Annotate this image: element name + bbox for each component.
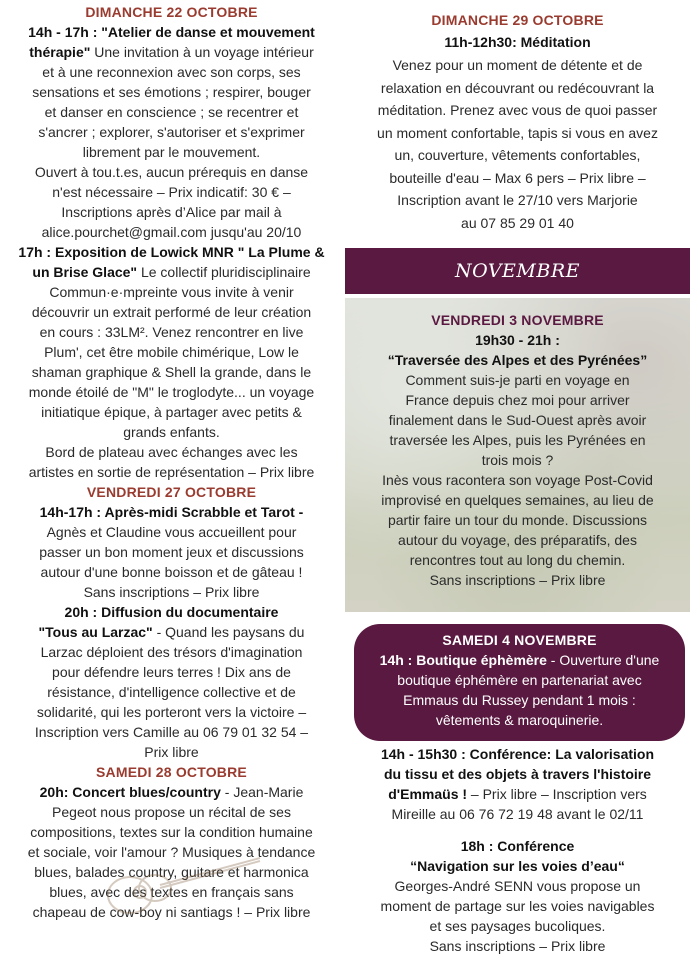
text-line: Inscriptions après d’Alice par mail à xyxy=(61,204,282,220)
text-line: résistance, d'intelligence collective et de xyxy=(47,684,296,700)
text-line: Commun·e·mpreinte vous invite à venir xyxy=(49,284,294,300)
text-line: "Tous au Larzac" - Quand les paysans du xyxy=(38,624,305,640)
text-line: sensations et ses émotions ; respirer, bouger xyxy=(32,84,311,100)
highlight-box xyxy=(354,624,685,741)
text-line: shaman graphique & Shell la grande, dans le xyxy=(31,364,312,380)
text-line: grands enfants. xyxy=(123,424,220,440)
text-line: Georges-André SENN vous propose un xyxy=(394,878,641,894)
text-line: partir faire un tour du monde. Discussions xyxy=(387,512,648,528)
mountain-photo xyxy=(345,298,690,612)
day-heading: VENDREDI 27 OCTOBRE xyxy=(86,484,257,500)
text-line: 20h: Concert blues/country - Jean-Marie xyxy=(39,784,304,800)
text-line: rencontres tout au long du chemin. xyxy=(409,552,626,568)
text-line: autour d'une bonne boisson et de gâteau ! xyxy=(40,564,303,580)
month-banner: NOVEMBRE xyxy=(345,248,690,294)
email-text: alice.pourchet@gmail.com jusqu'au 20/10 xyxy=(41,224,302,240)
day-heading: DIMANCHE 29 OCTOBRE xyxy=(431,12,604,28)
text-line: pour défendre leurs terres ! Dix ans de xyxy=(52,664,291,680)
event-title: 14h-17h : Après-midi Scrabble et Tarot - xyxy=(39,504,304,520)
text-line: et ses paysages bucoliques. xyxy=(429,918,606,934)
event-title: “Navigation sur les voies d’eau“ xyxy=(410,858,625,874)
event-title: du tissu et des objets à travers l'histoire xyxy=(383,766,652,782)
text-line: passer un bon moment jeux et discussions xyxy=(39,544,304,560)
text-line: monde étoilé de "M" le troglodyte... un voyage xyxy=(28,384,315,400)
text-line: compositions, textes sur la condition humaine xyxy=(30,824,313,840)
text-line: découvrir un extrait performé de leur création xyxy=(31,304,312,320)
text-line: autour du voyage, des préparatifs, des xyxy=(398,532,637,548)
text-line: méditation. Prenez avec vous de quoi passer xyxy=(377,102,658,118)
text-line: en cours : 33LM². Venez rencontrer en live xyxy=(39,324,304,340)
event-title: “Traversée des Alpes et des Pyrénées” xyxy=(387,352,648,368)
text-line: Emmaus du Russey pendant 1 mois : xyxy=(403,692,636,708)
left-column xyxy=(0,0,343,922)
text-line: et danser en conscience ; se recentrer et xyxy=(44,104,299,120)
event-title: 17h : Exposition de Lowick MNR " La Plume & xyxy=(18,244,325,260)
text-line: Inès vous racontera son voyage Post-Covid xyxy=(382,472,653,488)
text-line: Ouvert à tou.t.es, aucun prérequis en danse xyxy=(34,164,309,180)
guitar-illustration xyxy=(100,850,270,920)
text-line: bouteille d'eau – Max 6 pers – Prix libre – xyxy=(389,169,646,186)
conference-block xyxy=(345,744,690,956)
day-heading: DIMANCHE 22 OCTOBRE xyxy=(85,4,258,20)
text-line: solidarité, qui les porteront vers la victoire – xyxy=(36,704,307,720)
text-line: Venez pour un moment de détente et de xyxy=(392,57,643,73)
event-title: 18h : Conférence xyxy=(460,838,575,854)
text-line: artistes en sortie de représentation – Prix libre xyxy=(28,464,315,480)
event-title: 11h-12h30: Méditation xyxy=(444,34,591,50)
text-line: thérapie" Une invitation à un voyage intérieur xyxy=(29,44,314,60)
event-title: 14h - 15h30 : Conférence: La valorisation xyxy=(380,746,655,762)
event-title: 20h : Diffusion du documentaire xyxy=(64,604,279,620)
text-line: d'Emmaüs ! – Prix libre – Inscription vers xyxy=(388,786,647,802)
text-line: Pegeot nous propose un récital de ses xyxy=(52,804,291,820)
day-heading: VENDREDI 3 NOVEMBRE xyxy=(431,312,604,328)
text-line: au 07 85 29 01 40 xyxy=(461,214,574,231)
day-heading: SAMEDI 4 NOVEMBRE xyxy=(442,632,597,648)
text-line: blues, avec des textes en français sans xyxy=(49,884,294,900)
text-line: moment de partage sur les voies navigables xyxy=(380,898,655,914)
text-line: trois mois ? xyxy=(481,452,554,468)
text-line: Prix libre xyxy=(144,744,199,760)
text-line: un Brise Glace" Le collectif pluridisciplinaire xyxy=(32,264,311,280)
text-line: finalement dans le Sud-Ouest après avoir xyxy=(388,412,647,428)
text-line: librement par le mouvement. xyxy=(82,144,261,160)
text-line: Mireille au 06 76 72 19 48 avant le 02/11 xyxy=(391,806,644,822)
text-line: s'ancrer ; explorer, s'autoriser et s'exprimer xyxy=(38,124,305,140)
text-line: un, couverture, vêtements confortables, xyxy=(394,147,641,163)
text-line: boutique éphémère en partenariat avec xyxy=(397,672,642,688)
text-line: un moment confortable, tapis si vous en avez xyxy=(377,124,658,141)
text-line: chapeau de cow-boy ni santiags ! – Prix libre xyxy=(32,904,311,920)
text-line: et à une reconnexion avec son corps, ses xyxy=(42,64,301,80)
text-line: France depuis chez moi pour arriver xyxy=(405,392,630,408)
text-line: blues, balades country, guitare et harmonica xyxy=(34,864,309,880)
text-line: initiatique épique, à partager avec petits & xyxy=(41,404,302,420)
text-line: et sociale, voir l'amour ? Musiques à tendance xyxy=(27,844,316,860)
text-line: 14h : Boutique éphèmère - Ouverture d'une xyxy=(379,652,660,668)
text-line: Sans inscriptions – Prix libre xyxy=(83,584,260,600)
text-line: Inscription vers Camille au 06 79 01 32 54 – xyxy=(34,724,309,740)
text-line: Sans inscriptions – Prix libre xyxy=(429,938,606,954)
text-line: improvisé en quelques semaines, au lieu de xyxy=(381,492,654,508)
event-title: 14h - 17h : "Atelier de danse et mouvement xyxy=(28,24,315,40)
text-line: Plum', cet être mobile chimérique, Low le xyxy=(44,344,299,360)
text-line: Agnès et Claudine vous accueillent pour xyxy=(46,524,297,540)
event-time: 19h30 - 21h : xyxy=(475,332,560,348)
text-line: Inscription avant le 27/10 vers Marjorie xyxy=(397,192,638,208)
text-line: Larzac déploient des trésors d'imagination xyxy=(40,644,303,660)
text-line: traversée les Alpes, puis les Pyrénées en xyxy=(389,432,646,448)
text-line: n'est nécessaire – Prix indicatif: 30 € – xyxy=(52,184,291,200)
text-line: Sans inscriptions – Prix libre xyxy=(429,572,606,588)
text-line: vêtements & maroquinerie. xyxy=(435,712,604,728)
text-line: relaxation en découvrant ou redécouvrant la xyxy=(380,79,655,96)
text-line: Bord de plateau avec échanges avec les xyxy=(45,444,298,460)
day-heading: SAMEDI 28 OCTOBRE xyxy=(96,764,247,780)
text-line: Comment suis-je parti en voyage en xyxy=(405,372,630,388)
right-column xyxy=(345,0,690,234)
